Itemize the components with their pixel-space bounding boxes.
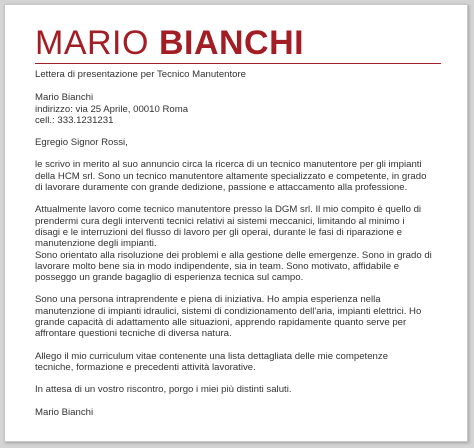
paragraph-line: le scrivo in merito al suo annuncio circa la ricerca di un tecnico manutentore per gli impianti xyxy=(35,159,422,171)
paragraph xyxy=(35,204,443,283)
paragraph-line: In attesa di un vostro riscontro, porgo i miei più distinti saluti. xyxy=(35,384,292,396)
sender-address: indirizzo: via 25 Aprile, 00010 Roma xyxy=(35,103,189,115)
paragraph-line: posseggo un grande bagaglio di esperienza tecnica sul campo. xyxy=(35,272,304,284)
header-divider xyxy=(35,63,441,64)
sender-phone: cell.: 333.1231231 xyxy=(35,114,114,126)
paragraph xyxy=(35,384,443,395)
paragraph-line: manutenzione di impianti idraulici, sistemi di condizionamento dell'aria, impianti elettrici. Ho xyxy=(35,305,422,317)
paragraph-line: prendermi cura degli interventi tecnici relativi ai sistemi meccanici, limitando al minimo i xyxy=(35,215,405,227)
paragraph-line: Attualmente lavoro come tecnico manutentore presso la DGM srl. Il mio compito è quello di xyxy=(35,204,422,216)
paragraph xyxy=(35,159,443,193)
paragraph-line: di lavorare duramente con grande dedizione, passione e attaccamento alla professione. xyxy=(35,182,408,194)
paragraph-line: tecniche, formazione e precedenti attività lavorative. xyxy=(35,361,256,373)
paragraph-line: manutenzione degli impianti. xyxy=(35,238,157,250)
paragraph-line: affrontare questioni tecniche di diversa natura. xyxy=(35,328,232,340)
paragraph-line: Allego il mio curriculum vitae contenente una lista dettagliata delle mie competenze xyxy=(35,350,389,362)
paragraph-line: Sono orientato alla risoluzione dei problemi e alla gestione delle emergenze. Sono in grado di xyxy=(35,249,432,261)
paragraph-line: lavorare molto bene sia in modo indipendente, sia in team. Sono motivato, affidabile e xyxy=(35,260,400,272)
paragraph-line: grande capacità di adattamento alle situazioni, apprendo rapidamente quanto serve per xyxy=(35,317,407,329)
paragraph xyxy=(35,294,443,339)
letter-body xyxy=(35,69,443,418)
last-name: BIANCHI xyxy=(158,24,305,62)
first-name: MARIO xyxy=(35,24,149,62)
letter-subject: Lettera di presentazione per Tecnico Manutentore xyxy=(35,69,247,80)
sender-block xyxy=(35,92,443,126)
paragraph-line: Sono una persona intraprendente e piena di iniziativa. Ho ampia esperienza nella xyxy=(35,294,381,306)
paragraph-line: della HCM srl. Sono un tecnico manutentore altamente specializzato e competente, in grado xyxy=(35,170,427,182)
greeting: Egregio Signor Rossi, xyxy=(35,137,128,149)
sender-name: Mario Bianchi xyxy=(35,92,94,104)
letter-page xyxy=(4,4,468,442)
paragraph xyxy=(35,351,443,374)
signature: Mario Bianchi xyxy=(35,406,94,418)
paragraph-line: disagi e le interruzioni del flusso di lavoro per gli operai, durante le fasi di riparazione e xyxy=(35,226,402,238)
letter-header-name xyxy=(35,25,304,61)
